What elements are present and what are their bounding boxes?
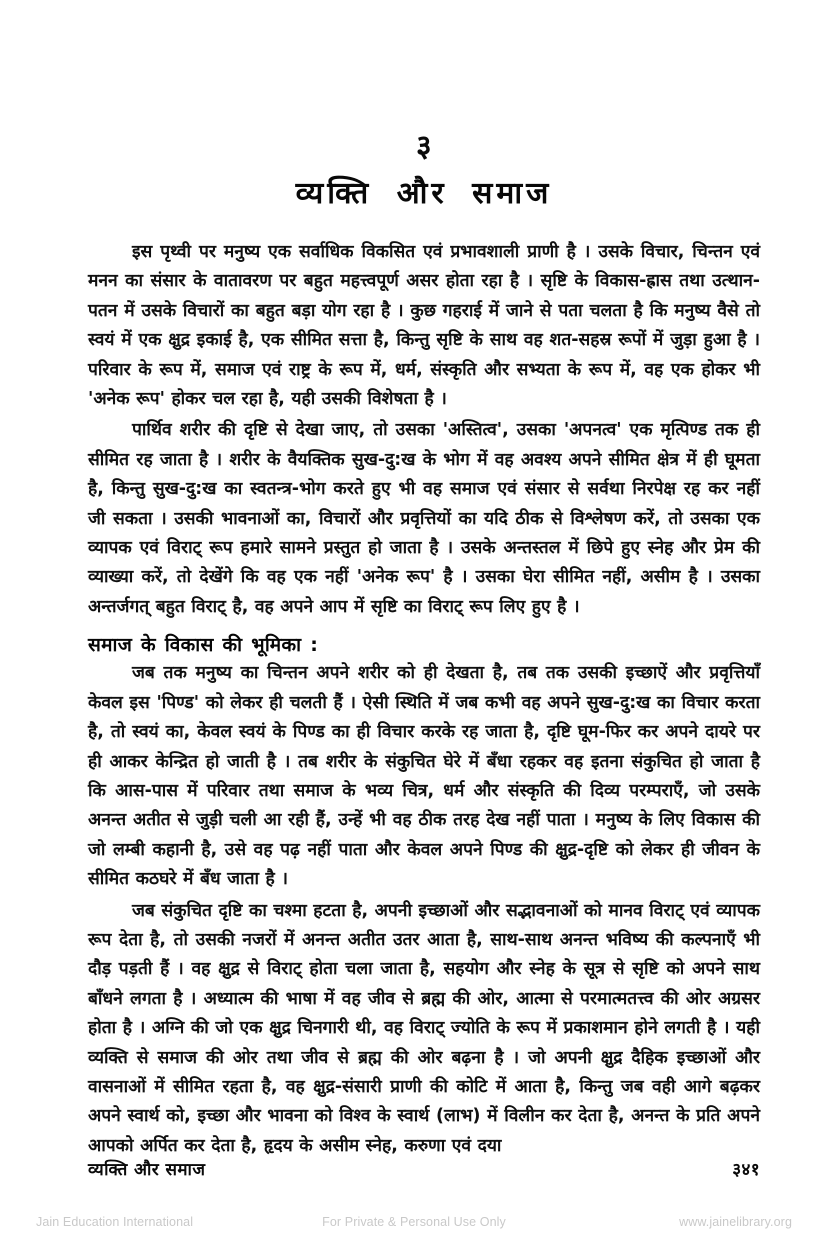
body-paragraph-3: जब तक मनुष्य का चिन्तन अपने शरीर को ही देखता है, तब तक उसकी इच्छाऐं और प्रवृत्तियाँ केवल इस 'पिण्ड' को लेकर ही चलती हैं । ऐसी स्थिति में जब कभी वह अपने सुख-दु:ख का विचार करता है, तो स्वयं का, केवल स्वयं के पिण्ड का ही विचार करके रह जाता है, दृष्टि घूम-फिर कर अपने दायरे पर ही आकर केन्द्रित हो जाती है । तब शरीर के संकुचित घेरे में बँधा रहकर वह इतना संकुचित हो जाता है कि आस-पास में परिवार तथा समाज के भव्य चित्र, धर्म और संस्कृति की दिव्य परम्पराएँ, जो उसके अनन्त अतीत से जुड़ी चली आ रही हैं, उन्हें भी वह ठीक तरह देख नहीं पाता । मनुष्य के लिए विकास की जो लम्बी कहानी है, उसे वह पढ़ नहीं पाता और केवल अपने पिण्ड की क्षुद्र-दृष्टि को लेकर ही जीवन के सीमित कठघरे में बँध जाता है । (88, 663, 760, 890)
digital-library-bar (0, 1203, 828, 1240)
body-paragraph-1: इस पृथ्वी पर मनुष्य एक सर्वाधिक विकसित एवं प्रभावशाली प्राणी है । उसके विचार, चिन्तन एवं मनन का संसार के वातावरण पर बहुत महत्त्वपूर्ण असर होता रहा है । सृष्टि के विकास-ह्रास तथा उत्थान-पतन में उसके विचारों का बहुत बड़ा योग रहा है । कुछ गहराई में जाने से पता चलता है कि मनुष्य वैसे तो स्वयं में एक क्षुद्र इकाई है, एक सीमित सत्ता है, किन्तु सृष्टि के साथ वह शत-सहस्र रूपों में जुड़ा हुआ है । परिवार के रूप में, समाज एवं राष्ट्र के रूप में, धर्म, संस्कृति और सभ्यता के रूप में, वह एक होकर भी 'अनेक रूप' होकर चल रहा है, यही उसकी विशेषता है । (88, 242, 760, 410)
running-footer (88, 1157, 760, 1180)
running-footer-title: व्यक्ति और समाज (88, 1160, 206, 1180)
library-website-link[interactable]: www.jainelibrary.org (679, 1214, 792, 1229)
chapter-number: ३ (415, 129, 433, 164)
body-paragraph-2: पार्थिव शरीर की दृष्टि से देखा जाए, तो उसका 'अस्तित्व', उसका 'अपनत्व' एक मृत्पिण्ड तक ही सीमित रह जाता है । शरीर के वैयक्तिक सुख-दु:ख के भोग में वह अवश्य अपने सीमित क्षेत्र में ही घूमता है, किन्तु सुख-दु:ख का स्वतन्त्र-भोग करते हुए भी वह समाज एवं संसार से सर्वथा निरपेक्ष रह कर नहीं जी सकता । उसकी भावनाओं का, विचारों और प्रवृत्तियों का यदि ठीक से विश्लेषण करें, तो उसका एक व्यापक एवं विराट् रूप हमारे सामने प्रस्तुत हो जाता है । उसके अन्तस्तल में छिपे हुए स्नेह और प्रेम की व्याख्या करें, तो देखेंगे कि वह एक नहीं 'अनेक रूप' है । उसका घेरा सीमित नहीं, असीम है । उसका अन्तर्जगत् बहुत विराट् है, वह अपने आप में सृष्टि का विराट् रूप लिए हुए है । (88, 420, 760, 617)
section-heading: समाज के विकास की भूमिका : (88, 634, 319, 657)
library-attribution: Jain Education International (36, 1214, 194, 1229)
chapter-title: व्यक्ति और समाज (295, 176, 553, 211)
page-text-body (88, 129, 760, 1163)
body-paragraph-4: जब संकुचित दृष्टि का चश्मा हटता है, अपनी इच्छाओं और सद्भावनाओं को मानव विराट् एवं व्यापक रूप देता है, तो उसकी नजरों में अनन्त अतीत उतर आता है, साथ-साथ अनन्त भविष्य की कल्पनाएँ भी दौड़ पड़ती हैं । वह क्षुद्र से विराट् होता चला जाता है, सहयोग और स्नेह के सूत्र से सृष्टि को अपने साथ बाँधने लगता है । अध्यात्म की भाषा में वह जीव से ब्रह्म की ओर, आत्मा से परमात्मतत्त्व की ओर अग्रसर होता है । अग्नि की जो एक क्षुद्र चिनगारी थी, वह विराट् ज्योति के रूप में प्रकाशमान होने लगती है । यही व्यक्ति से समाज की ओर तथा जीव से ब्रह्म की ओर बढ़ना है । जो अपनी क्षुद्र दैहिक इच्छाओं और वासनाओं में सीमित रहता है, वह क्षुद्र-संसारी प्राणी की कोटि में आता है, किन्तु जब वही आगे बढ़कर अपने स्वार्थ को, इच्छा और भावना को विश्व के स्वार्थ (लाभ) में विलीन कर देता है, अनन्त के प्रति अपने आपको अर्पित कर देता है, हृदय के असीम स्नेह, करुणा एवं दया (88, 900, 760, 1156)
page-number: ३४१ (732, 1160, 760, 1180)
library-usage-notice: For Private & Personal Use Only (322, 1214, 506, 1229)
